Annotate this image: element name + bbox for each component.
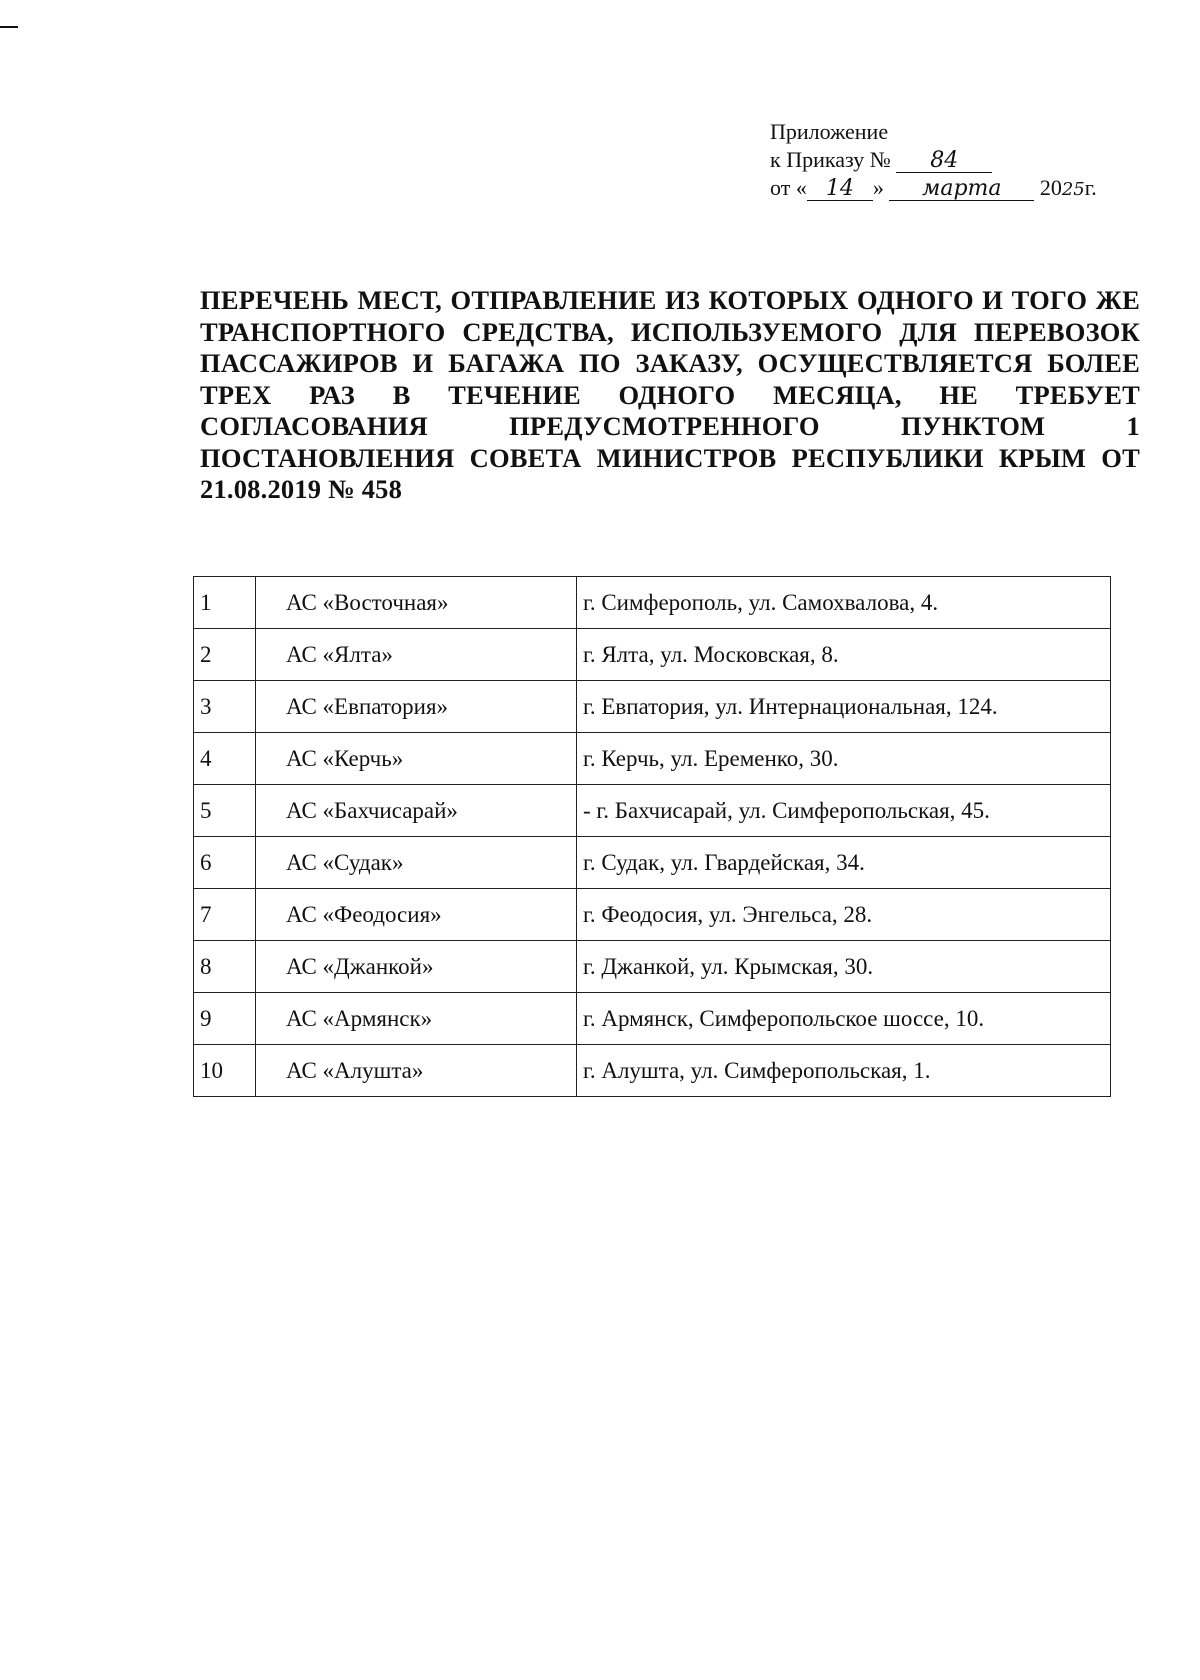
table-row	[194, 889, 1111, 941]
bus-station-name: АС «Евпатория»	[256, 681, 577, 733]
row-number: 2	[194, 629, 256, 681]
row-number: 5	[194, 785, 256, 837]
bus-station-address: г. Армянск, Симферопольское шоссе, 10.	[577, 993, 1111, 1045]
bus-station-name: АС «Феодосия»	[256, 889, 577, 941]
table-body	[194, 577, 1111, 1097]
table-row	[194, 681, 1111, 733]
bus-station-name: АС «Ялта»	[256, 629, 577, 681]
order-number-prefix: к Приказу №	[770, 147, 891, 172]
bus-station-name: АС «Керчь»	[256, 733, 577, 785]
date-month-handwritten: марта	[889, 178, 1034, 201]
bus-station-address: г. Судак, ул. Гвардейская, 34.	[577, 837, 1111, 889]
appendix-label: Приложение	[770, 119, 889, 144]
date-quote-close: »	[872, 175, 884, 200]
date-year-prefix: 20	[1039, 175, 1062, 200]
table-row	[194, 577, 1111, 629]
table-row	[194, 1045, 1111, 1097]
date-year-end: г.	[1084, 175, 1097, 200]
document-title: ПЕРЕЧЕНЬ МЕСТ, ОТПРАВЛЕНИЕ ИЗ КОТОРЫХ ОДНОГО И ТОГО ЖЕ ТРАНСПОРТНОГО СРЕДСТВА, ИСПОЛЬЗУЕМОГО ДЛЯ ПЕРЕВОЗОК ПАССАЖИРОВ И БАГАЖА ПО ЗАКАЗУ, ОСУЩЕСТВЛЯЕТСЯ БОЛЕЕ ТРЕХ РАЗ В ТЕЧЕНИЕ ОДНОГО МЕСЯЦА, НЕ ТРЕБУЕТ СОГЛАСОВАНИЯ ПРЕДУСМОТРЕННОГО ПУНКТОМ 1 ПОСТАНОВЛЕНИЯ СОВЕТА МИНИСТРОВ РЕСПУБЛИКИ КРЫМ ОТ 21.08.2019 № 458	[200, 285, 1140, 504]
bus-station-name: АС «Судак»	[256, 837, 577, 889]
table-row	[194, 993, 1111, 1045]
bus-station-name: АС «Армянск»	[256, 993, 577, 1045]
date-prefix: от «	[770, 175, 807, 200]
row-number: 8	[194, 941, 256, 993]
bus-station-name: АС «Джанкой»	[256, 941, 577, 993]
table-row	[194, 785, 1111, 837]
row-number: 9	[194, 993, 256, 1045]
bus-station-name: АС «Восточная»	[256, 577, 577, 629]
bus-stations-table	[193, 576, 1111, 1097]
bus-station-address: г. Симферополь, ул. Самохвалова, 4.	[577, 577, 1111, 629]
bus-station-name: АС «Бахчисарай»	[256, 785, 577, 837]
table-row	[194, 629, 1111, 681]
row-number: 10	[194, 1045, 256, 1097]
bus-station-address: г. Алушта, ул. Симферопольская, 1.	[577, 1045, 1111, 1097]
bus-station-address: г. Феодосия, ул. Энгельса, 28.	[577, 889, 1111, 941]
scan-edge-mark	[0, 26, 18, 28]
bus-station-address: - г. Бахчисарай, ул. Симферопольская, 45.	[577, 785, 1111, 837]
order-number-handwritten: 84	[896, 150, 992, 173]
row-number: 7	[194, 889, 256, 941]
row-number: 3	[194, 681, 256, 733]
row-number: 1	[194, 577, 256, 629]
bus-station-address: г. Керчь, ул. Еременко, 30.	[577, 733, 1111, 785]
row-number: 4	[194, 733, 256, 785]
order-date-line	[770, 174, 1150, 202]
date-day-handwritten: 14	[807, 178, 873, 201]
table-row	[194, 941, 1111, 993]
bus-station-address: г. Евпатория, ул. Интернациональная, 124.	[577, 681, 1111, 733]
table-row	[194, 837, 1111, 889]
bus-station-address: г. Ялта, ул. Московская, 8.	[577, 629, 1111, 681]
table-row	[194, 733, 1111, 785]
row-number: 6	[194, 837, 256, 889]
bus-station-address: г. Джанкой, ул. Крымская, 30.	[577, 941, 1111, 993]
bus-station-name: АС «Алушта»	[256, 1045, 577, 1097]
order-number-line	[770, 146, 1150, 174]
appendix-header	[770, 118, 1150, 202]
date-year-handwritten: 25	[1061, 179, 1085, 200]
